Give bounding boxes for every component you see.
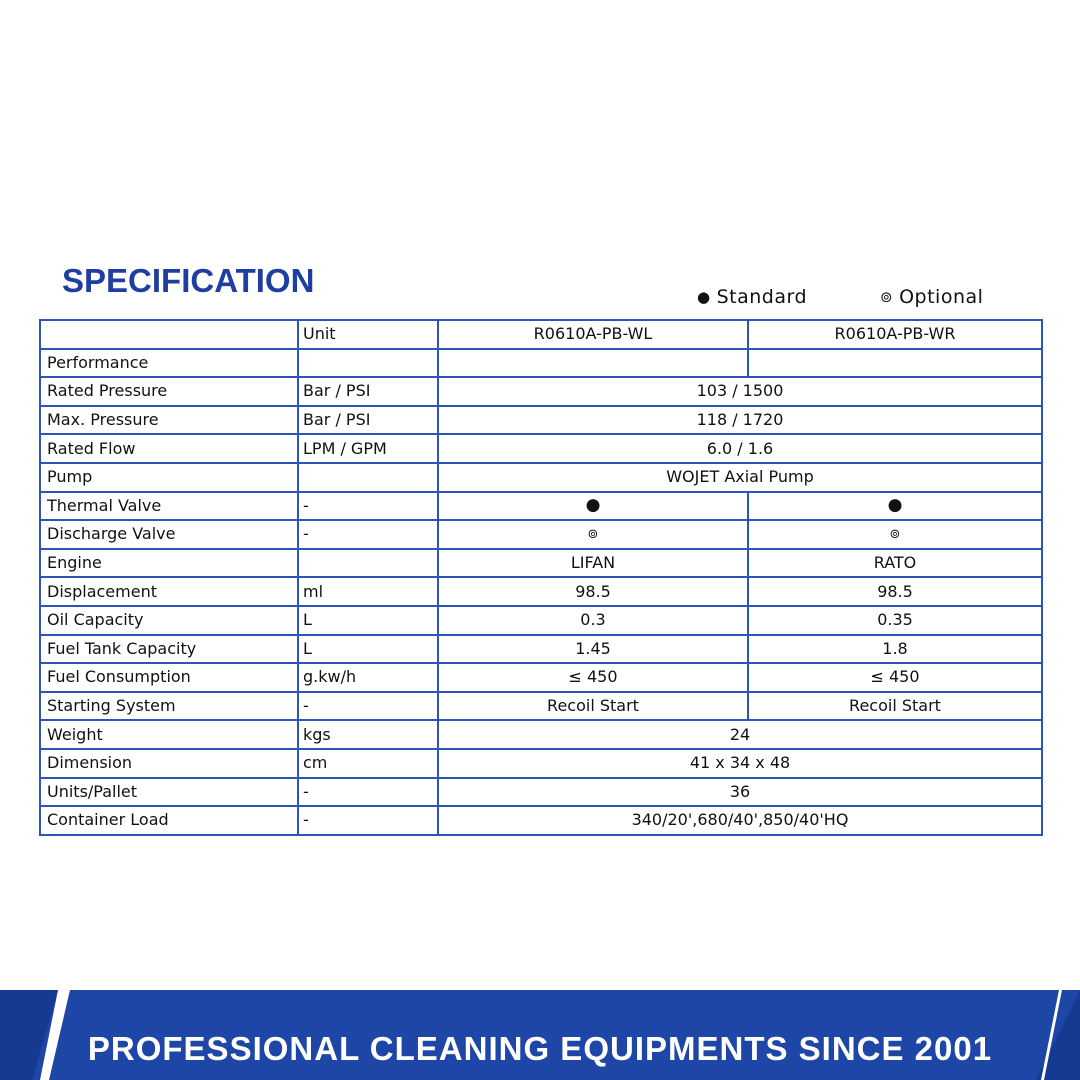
row-shared-value: 41 x 34 x 48 <box>438 749 1042 778</box>
row-model-1-value: 98.5 <box>438 577 748 606</box>
row-label: Container Load <box>40 806 298 835</box>
table-header-row <box>40 320 1042 349</box>
row-label: Discharge Valve <box>40 520 298 549</box>
row-unit <box>298 349 438 378</box>
row-model-2-value: Recoil Start <box>748 692 1042 721</box>
row-model-1-value: ≤ 450 <box>438 663 748 692</box>
row-model-1-value: LIFAN <box>438 549 748 578</box>
optional-ring-icon: ⊚ <box>748 520 1042 549</box>
page-title: SPECIFICATION <box>62 262 315 299</box>
row-unit: L <box>298 606 438 635</box>
row-unit: - <box>298 492 438 521</box>
row-model-2-value: 1.8 <box>748 635 1042 664</box>
optional-ring-icon: ⊚ <box>438 520 748 549</box>
row-label: Rated Flow <box>40 434 298 463</box>
row-unit: LPM / GPM <box>298 434 438 463</box>
table-row <box>40 349 1042 378</box>
row-shared-value: 340/20',680/40',850/40'HQ <box>438 806 1042 835</box>
row-unit: ml <box>298 577 438 606</box>
row-label: Oil Capacity <box>40 606 298 635</box>
row-shared-value: 118 / 1720 <box>438 406 1042 435</box>
row-model-1-value: 1.45 <box>438 635 748 664</box>
row-label: Fuel Consumption <box>40 663 298 692</box>
table-row <box>40 549 1042 578</box>
table-row <box>40 720 1042 749</box>
table-row <box>40 520 1042 549</box>
row-label: Starting System <box>40 692 298 721</box>
row-model-1-value: 0.3 <box>438 606 748 635</box>
table-row <box>40 778 1042 807</box>
row-shared-value: WOJET Axial Pump <box>438 463 1042 492</box>
double-circle-icon: ⊚ <box>880 288 894 306</box>
table-row <box>40 606 1042 635</box>
table-row <box>40 463 1042 492</box>
row-label: Engine <box>40 549 298 578</box>
row-unit <box>298 463 438 492</box>
row-model-1-value <box>438 349 748 378</box>
row-shared-value: 6.0 / 1.6 <box>438 434 1042 463</box>
footer-slogan: PROFESSIONAL CLEANING EQUIPMENTS SINCE 2001 <box>87 1030 993 1067</box>
row-model-2-value: 0.35 <box>748 606 1042 635</box>
header-model-2-cell: R0610A-PB-WR <box>748 320 1042 349</box>
row-label: Fuel Tank Capacity <box>40 635 298 664</box>
row-model-2-value <box>748 349 1042 378</box>
row-label: Thermal Valve <box>40 492 298 521</box>
table-row <box>40 806 1042 835</box>
legend-standard-label: Standard <box>716 286 808 308</box>
row-label: Displacement <box>40 577 298 606</box>
row-unit: Bar / PSI <box>298 377 438 406</box>
legend-standard <box>697 286 807 308</box>
row-label: Max. Pressure <box>40 406 298 435</box>
row-unit: kgs <box>298 720 438 749</box>
row-label: Weight <box>40 720 298 749</box>
legend-optional-label: Optional <box>899 286 984 308</box>
header-model-1-cell: R0610A-PB-WL <box>438 320 748 349</box>
table-row <box>40 635 1042 664</box>
row-label: Rated Pressure <box>40 377 298 406</box>
row-model-2-value: RATO <box>748 549 1042 578</box>
row-unit: cm <box>298 749 438 778</box>
row-unit <box>298 549 438 578</box>
row-label: Pump <box>40 463 298 492</box>
table-row <box>40 692 1042 721</box>
legend-optional <box>880 286 983 308</box>
header-unit-cell: Unit <box>298 320 438 349</box>
row-unit: Bar / PSI <box>298 406 438 435</box>
row-model-2-value: ≤ 450 <box>748 663 1042 692</box>
row-unit: - <box>298 692 438 721</box>
row-unit: - <box>298 778 438 807</box>
table-row <box>40 577 1042 606</box>
table-row <box>40 377 1042 406</box>
specification-table <box>39 319 1043 836</box>
row-label: Performance <box>40 349 298 378</box>
row-unit: L <box>298 635 438 664</box>
standard-dot-icon: ● <box>748 492 1042 521</box>
table-row <box>40 749 1042 778</box>
row-model-2-value: 98.5 <box>748 577 1042 606</box>
row-unit: - <box>298 520 438 549</box>
row-shared-value: 36 <box>438 778 1042 807</box>
row-unit: g.kw/h <box>298 663 438 692</box>
row-unit: - <box>298 806 438 835</box>
row-label: Units/Pallet <box>40 778 298 807</box>
filled-dot-icon: ● <box>697 288 711 306</box>
row-shared-value: 103 / 1500 <box>438 377 1042 406</box>
row-shared-value: 24 <box>438 720 1042 749</box>
standard-dot-icon: ● <box>438 492 748 521</box>
table-row <box>40 406 1042 435</box>
footer-banner <box>0 990 1080 1080</box>
table-row <box>40 492 1042 521</box>
header-label-cell <box>40 320 298 349</box>
table-row <box>40 663 1042 692</box>
table-row <box>40 434 1042 463</box>
row-model-1-value: Recoil Start <box>438 692 748 721</box>
row-label: Dimension <box>40 749 298 778</box>
